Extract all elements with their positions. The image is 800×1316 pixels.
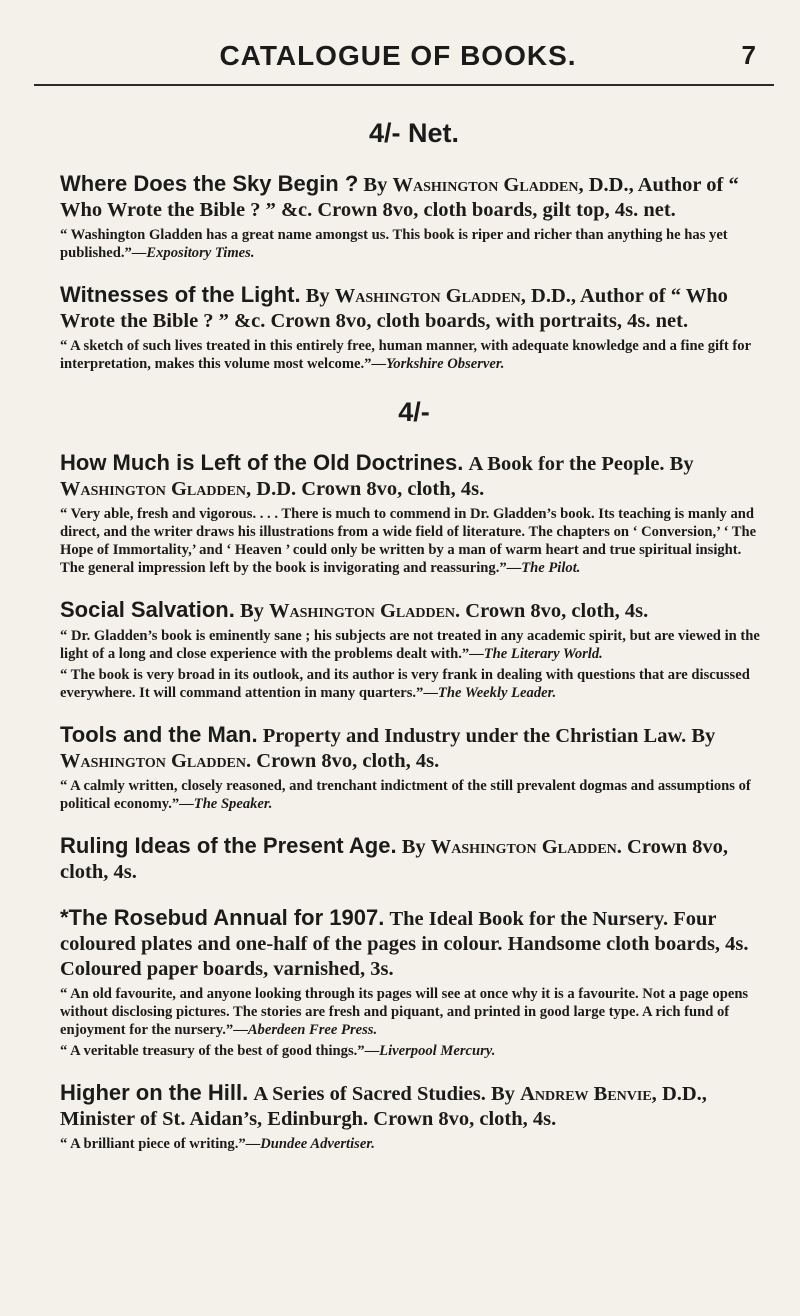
review-quote: “ Very able, fresh and vigorous. . . . There is much to commend in Dr. Gladden’s book. Its teaching is manly and direct, and the writer draws his illustrations from a wide field of literature. The chapters on ‘ Conversion,’ ‘ The Hope of Immortality,’ and ‘ Heaven ’ could only be written by a man of warm heart and true spiritual insight. The general impression left by the book is invigorating and reassuring.”—The Pilot. xyxy=(60,506,757,576)
book-byline: A Book for the People. By xyxy=(468,453,694,475)
book-entry xyxy=(60,833,768,885)
book-description: D.D., Author of “ Who Wrote the Bible ? ” &c. Crown 8vo, cloth boards, with portraits, 4s. net. xyxy=(60,285,728,332)
book-description: D.D., Minister of St. Aidan’s, Edinburgh. Crown 8vo, cloth, 4s. xyxy=(60,1083,707,1130)
book-author: Andrew Benvie, xyxy=(520,1083,657,1105)
review-source: The Literary World. xyxy=(483,646,603,662)
book-entry xyxy=(60,597,768,702)
book-author: Washington Gladden. xyxy=(430,836,622,858)
book-title: Higher on the Hill. xyxy=(60,1080,249,1105)
book-description: D.D., Author of “ Who Wrote the Bible ? ” &c. Crown 8vo, cloth boards, gilt top, 4s. net. xyxy=(60,174,739,221)
book-title: Where Does the Sky Begin ? xyxy=(60,171,359,196)
review-source: The Pilot. xyxy=(521,560,581,576)
book-byline: By xyxy=(305,285,330,307)
book-title: Social Salvation. xyxy=(60,597,235,622)
review-quote: “ Washington Gladden has a great name amongst us. This book is riper and richer than anything he has yet published.”—Expository Times. xyxy=(60,227,728,261)
review-quote: “ A veritable treasury of the best of good things.”—Liverpool Mercury. xyxy=(60,1043,496,1059)
review-quote: “ A brilliant piece of writing.”—Dundee Advertiser. xyxy=(60,1136,375,1152)
header-rule xyxy=(34,84,774,86)
price-heading: 4/- xyxy=(398,397,430,427)
review-source: Expository Times. xyxy=(146,245,255,261)
book-entry xyxy=(60,1080,768,1153)
book-description: Crown 8vo, cloth, 4s. xyxy=(60,836,729,883)
book-description: Crown 8vo, cloth, 4s. xyxy=(256,750,440,772)
book-author: Washington Gladden. xyxy=(60,750,252,772)
book-author: Washington Gladden, xyxy=(334,285,526,307)
book-byline: By xyxy=(401,836,426,858)
review-quote: “ Dr. Gladden’s book is eminently sane ; his subjects are not treated in any academic spirit, but are viewed in the light of a long and close experience with the problems dealt with.”—The Literary World. xyxy=(60,628,760,662)
book-author: Washington Gladden, xyxy=(392,174,584,196)
page-title: CATALOGUE OF BOOKS. xyxy=(219,40,577,71)
book-description: Crown 8vo, cloth, 4s. xyxy=(465,600,649,622)
review-quote: “ An old favourite, and anyone looking through its pages will see at once why it is a favourite. Not a page opens without disclosing pictures. The stories are fresh and piquant, and printed in good large type. A rich fund of enjoyment for the nursery.”—Aberdeen Free Press. xyxy=(60,986,749,1038)
book-author: Washington Gladden, xyxy=(60,478,252,500)
book-entry xyxy=(60,450,768,577)
book-entry xyxy=(60,282,768,373)
book-title: Tools and the Man. xyxy=(60,722,258,747)
price-heading: 4/- Net. xyxy=(368,118,460,148)
book-description: The Ideal Book for the Nursery. Four coloured plates and one-half of the pages in colour. Handsome cloth boards, 4s. Coloured paper boards, varnished, 3s. xyxy=(60,908,749,980)
book-byline: By xyxy=(363,174,388,196)
book-byline: Property and Industry under the Christian Law. By xyxy=(262,725,716,747)
book-title: How Much is Left of the Old Doctrines. xyxy=(60,450,464,475)
review-source: The Speaker. xyxy=(193,796,273,812)
review-source: Dundee Advertiser. xyxy=(260,1136,375,1152)
book-entry xyxy=(60,722,768,813)
book-author: Washington Gladden. xyxy=(269,600,461,622)
catalogue-content xyxy=(60,118,768,1173)
book-byline: A Series of Sacred Studies. By xyxy=(253,1083,515,1105)
review-quote: “ The book is very broad in its outlook, and its author is very frank in dealing with questions that are discussed everywhere. It will command attention in many quarters.”—The Weekly Leader. xyxy=(60,667,750,701)
book-title: Witnesses of the Light. xyxy=(60,282,301,307)
book-byline: By xyxy=(239,600,264,622)
review-source: The Weekly Leader. xyxy=(437,685,557,701)
book-title: Ruling Ideas of the Present Age. xyxy=(60,833,397,858)
book-entry xyxy=(60,905,768,1060)
running-head xyxy=(36,40,760,70)
review-source: Liverpool Mercury. xyxy=(379,1043,496,1059)
review-source: Yorkshire Observer. xyxy=(386,356,505,372)
book-description: D.D. Crown 8vo, cloth, 4s. xyxy=(256,478,485,500)
review-quote: “ A sketch of such lives treated in this entirely free, human manner, with adequate knowledge and a fine gift for interpretation, makes this volume most welcome.”—Yorkshire Observer. xyxy=(60,338,751,372)
review-quote: “ A calmly written, closely reasoned, and trenchant indictment of the still prevalent dogmas and assumptions of political economy.”—The Speaker. xyxy=(60,778,751,812)
book-title: *The Rosebud Annual for 1907. xyxy=(60,905,385,930)
book-entry xyxy=(60,171,768,262)
page-number: 7 xyxy=(741,40,756,70)
review-source: Aberdeen Free Press. xyxy=(247,1022,378,1038)
